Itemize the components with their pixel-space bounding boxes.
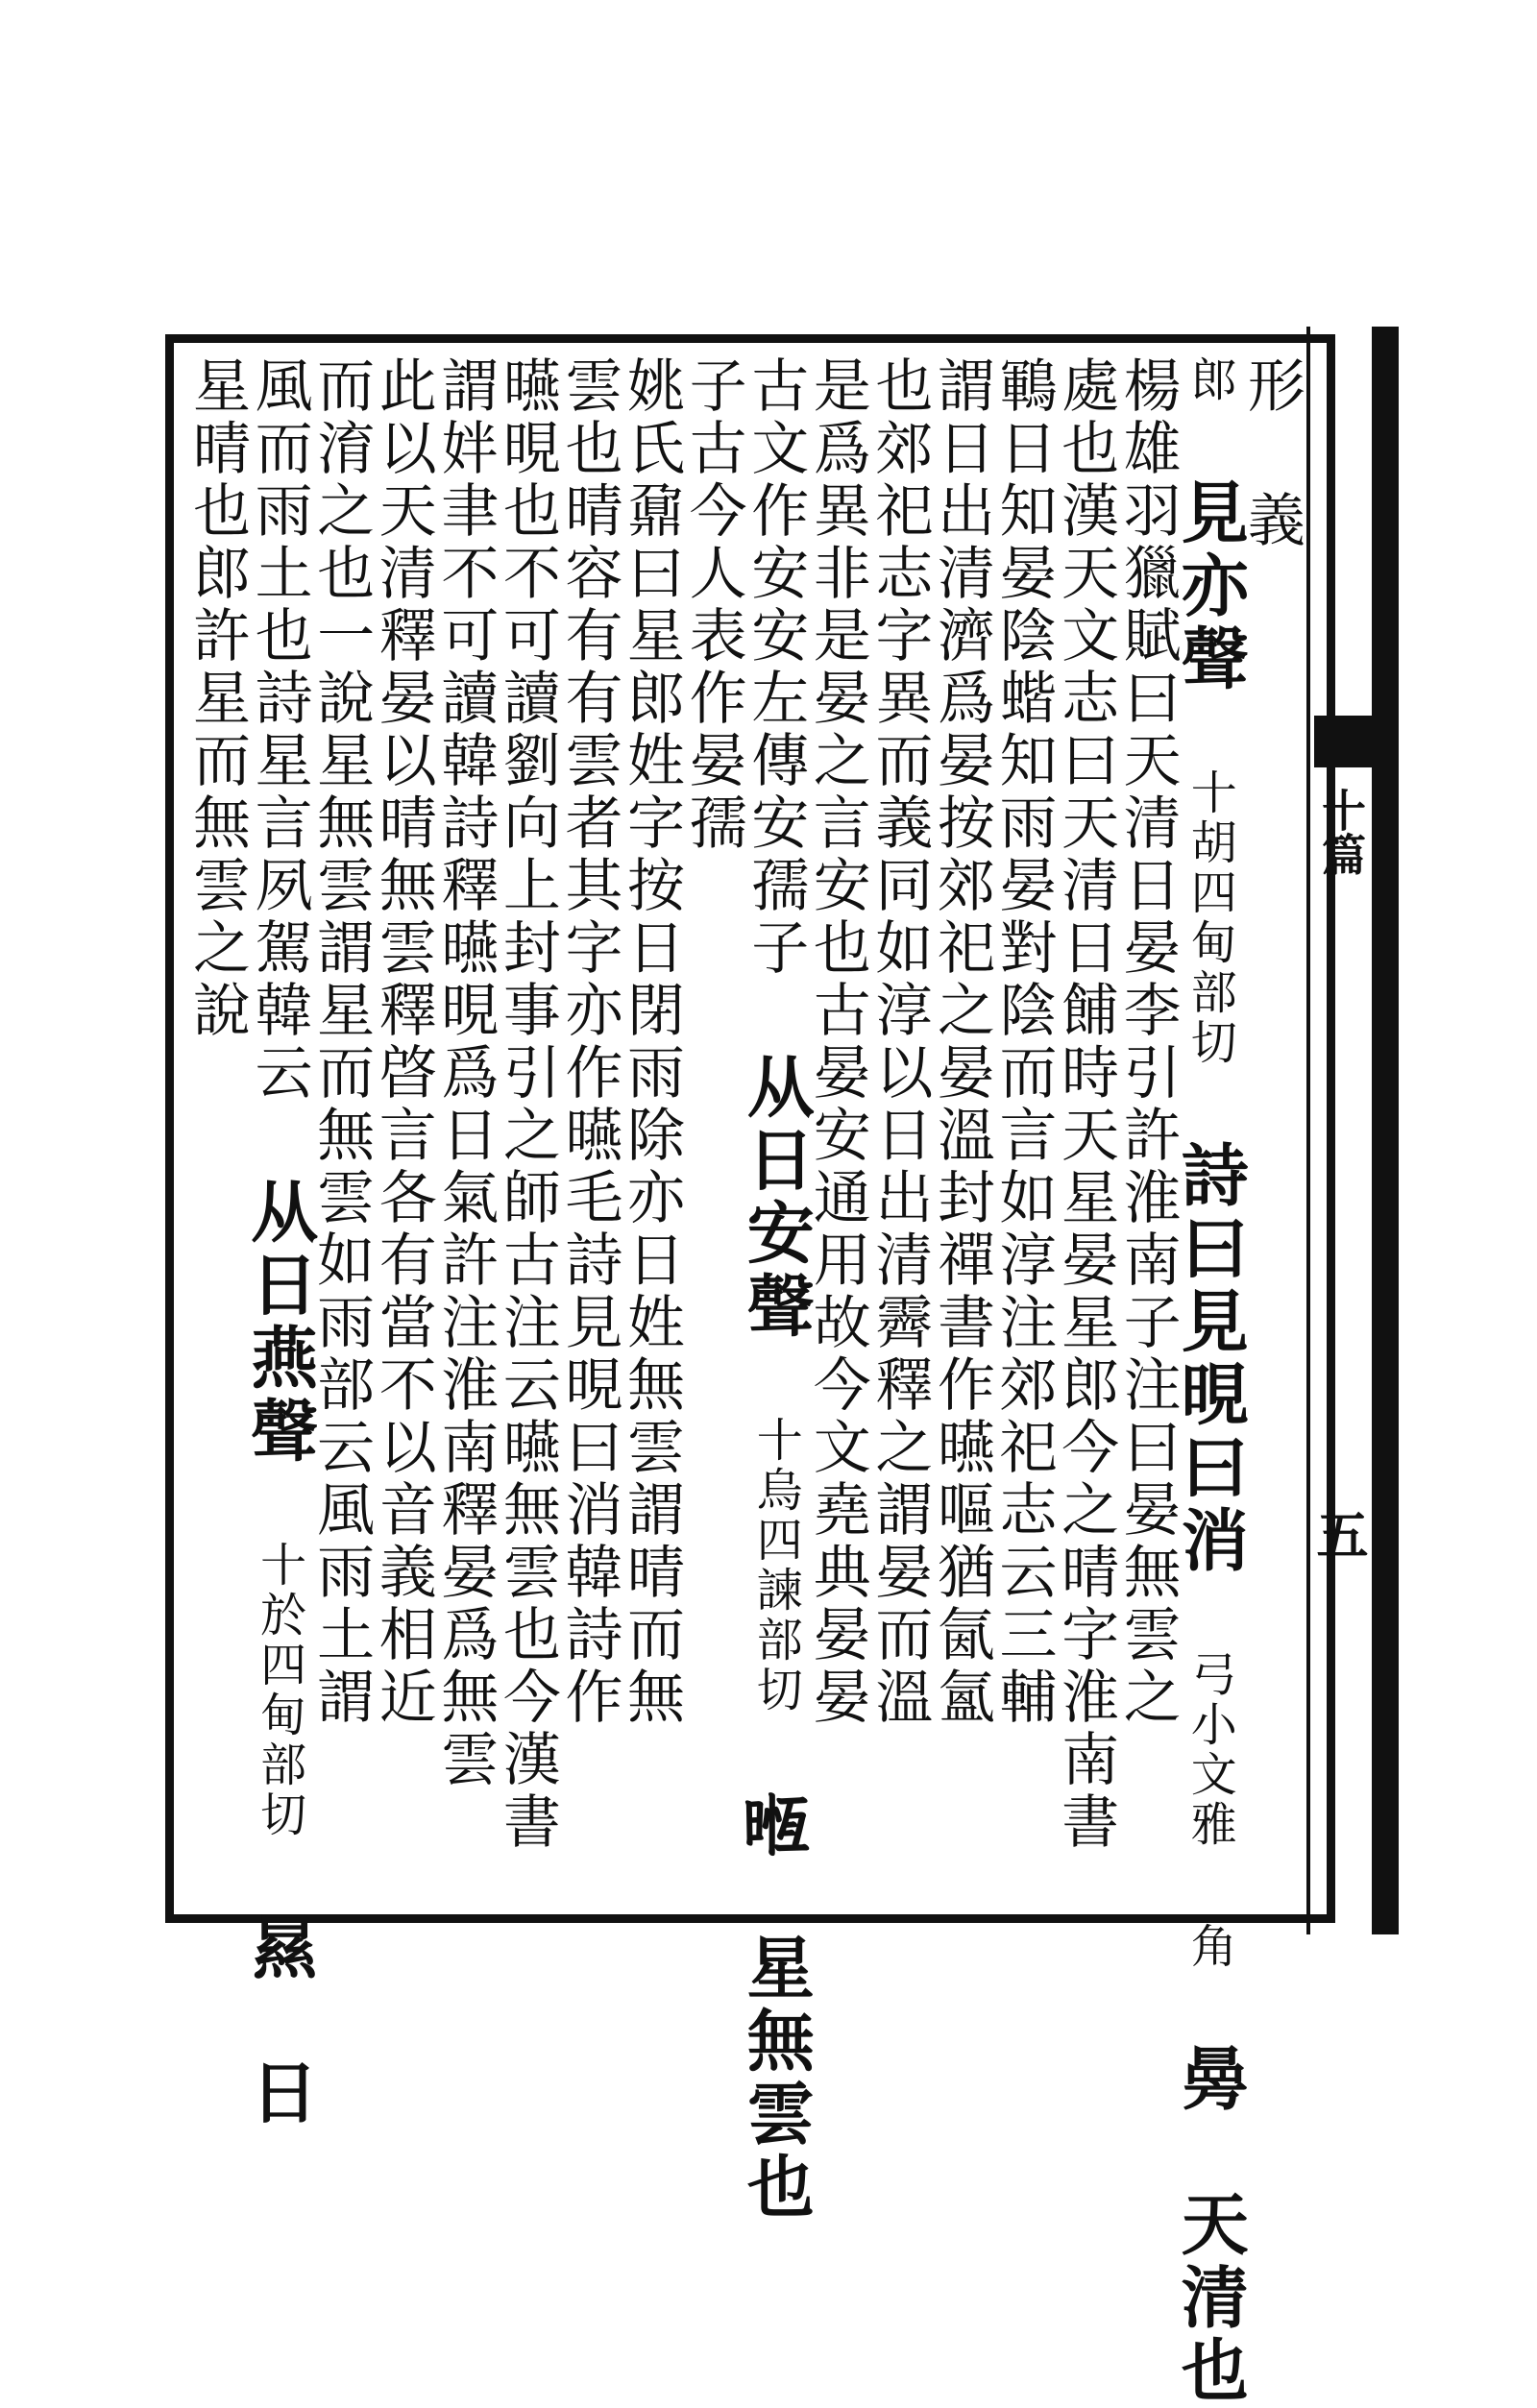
text-run: 姚氏鼐曰星郎姓字按日閉雨除亦日姓無雲謂晴而無 [618, 355, 686, 1729]
text-column [866, 355, 934, 1892]
phonetic-note: 十於四甸部切 [252, 1541, 306, 1840]
text-run: 郎 [1183, 355, 1237, 405]
fish-tail-mark [1314, 716, 1372, 767]
text-column [679, 355, 747, 1892]
headword-column [239, 355, 320, 2130]
headword-text: 星無雲也 [736, 1933, 817, 2225]
seal-script-character: 㬅 [1170, 2044, 1251, 2117]
headword-text: 日 [239, 2057, 320, 2130]
text-column [307, 355, 376, 1892]
text-run: 義 [1237, 490, 1305, 552]
headword-text: 詩曰見晛曰消 [1170, 1140, 1251, 1578]
text-column [803, 355, 871, 1892]
text-column [431, 355, 500, 1892]
text-column [1052, 355, 1120, 1892]
text-column [369, 355, 437, 1892]
text-block [183, 355, 1305, 2408]
page-number: 五 [1308, 1508, 1370, 1560]
text-run: 此以天清釋晏以晴無雲釋晵言各有當不以音義相近 [369, 355, 437, 1729]
text-run: 謂姅聿不可讀韓詩釋曣晛爲日氣許注淮南釋晏爲無雲 [431, 355, 500, 1791]
text-run: 子古今人表作晏孺 [679, 355, 747, 855]
text-column [183, 355, 251, 1892]
text-column [555, 355, 623, 1892]
phonetic-note: 十胡四甸部切 [1183, 768, 1237, 1068]
chapter-title: 十篇 [1315, 788, 1367, 876]
text-run: 是爲異非是晏之言安也古晏安通用故今文堯典晏晏 [803, 355, 871, 1729]
text-run: 風而雨土也詩星言夙駕韓云 [245, 355, 313, 1105]
phonetic-note: 十烏四諫部切 [748, 1416, 803, 1715]
text-run: 古文作安安左傳安孺子 [742, 355, 810, 980]
text-column [618, 355, 686, 1892]
annotation-note: 弓小文雅 [1183, 1650, 1237, 1850]
text-run: 星晴也郎許星而無雲之說 [183, 355, 251, 1042]
headword-text: 从日安聲 [736, 1052, 817, 1344]
text-run: 形 [1237, 355, 1305, 418]
text-run: 也郊祀志字異而義同如淳以日出清霽釋之謂晏而溫 [866, 355, 934, 1729]
seal-script-character: 㬎 [239, 1912, 320, 1985]
text-run: 而淯之也一說星無雲謂星而無雲如雨部云風雨土謂 [307, 355, 376, 1729]
text-column [493, 355, 561, 1892]
text-run: 雲也晴容有有雲者其字亦作曣毛詩見晛曰消韓詩作 [555, 355, 623, 1729]
text-column [989, 355, 1058, 1892]
headword-text: 見亦聲 [1170, 477, 1251, 696]
margin-black-edge [1372, 327, 1399, 1934]
text-run: 謂日出清濟爲晏按郊祀之晏溫封禪書作曣嘔猶氤氳 [927, 355, 995, 1729]
headword-column [736, 355, 817, 2225]
text-column [1113, 355, 1182, 1892]
text-run: 鶤日知晏陰蝔知雨晏對陰而言如淳注郊祀志云三輔 [989, 355, 1058, 1729]
text-run: 處也漢天文志曰天清日餔時天星晏星郎今之晴字淮南書 [1052, 355, 1120, 1854]
seal-script-character: 𣈶 [736, 1788, 817, 1861]
text-column [1237, 355, 1305, 1892]
headword-text: 天清也 [1170, 2189, 1251, 2408]
text-column [927, 355, 995, 1892]
headword-text: 从日燕聲 [239, 1177, 320, 1469]
headword-column [1170, 355, 1251, 2408]
text-run: 曣晛也不可讀劉向上封事引之師古注云曣無雲也今漢書 [493, 355, 561, 1854]
text-run: 角 [1183, 1922, 1237, 1972]
text-run: 楊雄羽獵賦曰天清日晏李引許淮南子注曰晏無雲之 [1113, 355, 1182, 1729]
